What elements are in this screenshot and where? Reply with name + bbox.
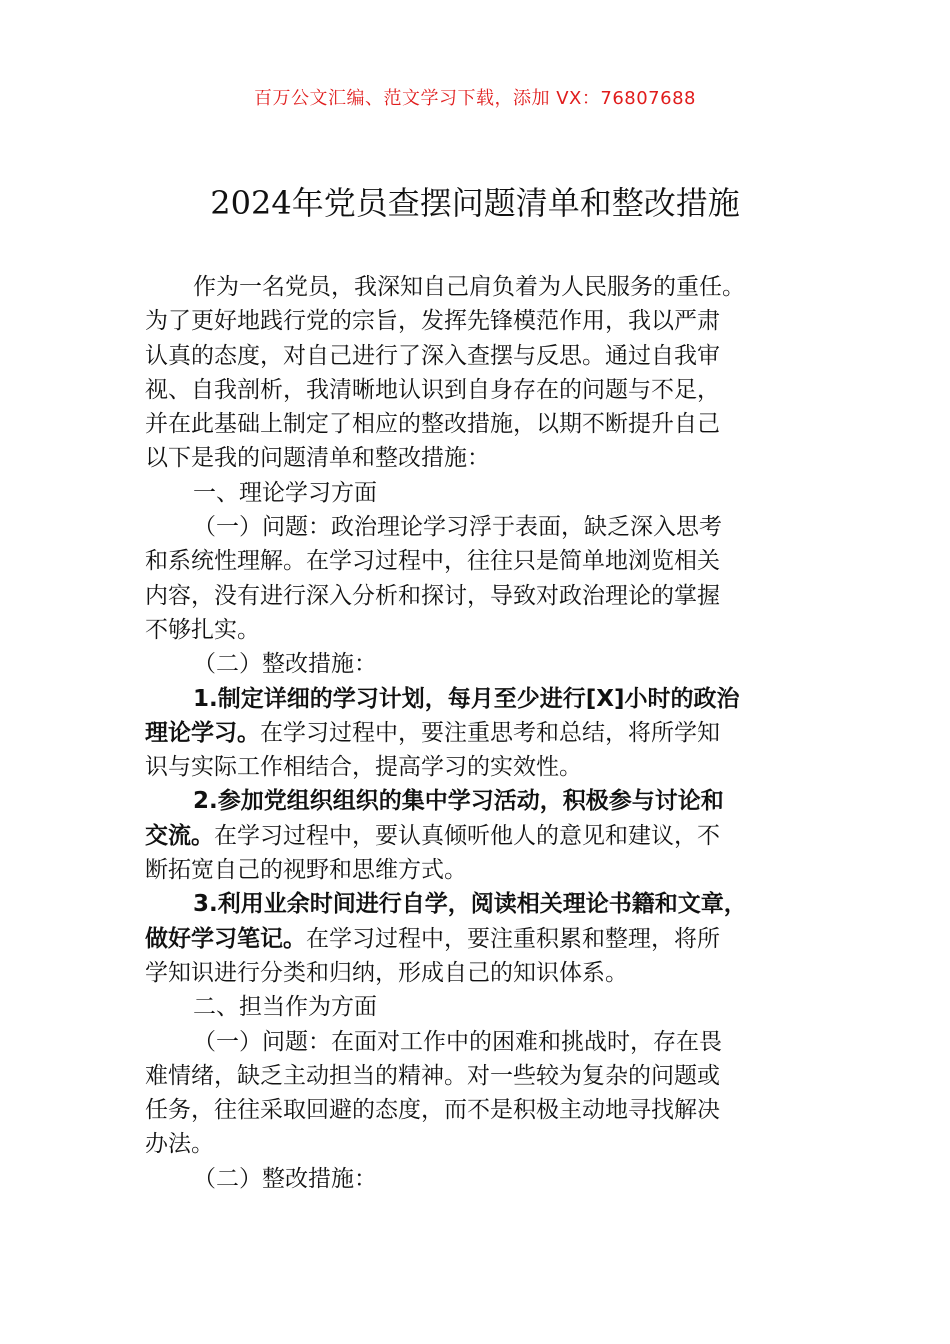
line-text: （二）整改措施：	[193, 651, 377, 678]
text-line	[145, 407, 825, 441]
text-line	[145, 1025, 825, 1059]
line-text: （二）整改措施：	[193, 1165, 377, 1192]
text-line	[145, 510, 825, 544]
document-title: 2024年党员查摆问题清单和整改措施	[210, 184, 740, 222]
text-line	[145, 922, 825, 956]
line-text: 二、担当作为方面	[193, 994, 377, 1021]
text-line	[145, 716, 825, 750]
line-text: 任务，往往采取回避的态度，而不是积极主动地寻找解决	[145, 1097, 720, 1124]
line-text: 视、自我剖析，我清晰地认识到自身存在的问题与不足，	[145, 376, 720, 403]
watermark-banner: 百万公文汇编、范文学习下载，添加 VX：76807688	[254, 88, 696, 109]
bold-text: 交流。	[145, 822, 214, 849]
bold-text: 1.制定详细的学习计划，每月至少进行[X]小时的政治	[193, 685, 740, 712]
text-line	[145, 373, 825, 407]
text-line	[145, 339, 825, 373]
line-text: 在学习过程中，要注重思考和总结，将所学知	[260, 719, 720, 746]
text-line	[145, 853, 825, 887]
line-text: 和系统性理解。在学习过程中，往往只是简单地浏览相关	[145, 548, 720, 575]
text-line	[145, 613, 825, 647]
text-line	[145, 441, 825, 475]
text-line	[145, 544, 825, 578]
line-text: 并在此基础上制定了相应的整改措施，以期不断提升自己	[145, 411, 720, 438]
line-text: （一）问题：政治理论学习浮于表面，缺乏深入思考	[193, 514, 722, 541]
text-line	[145, 784, 825, 818]
text-line	[145, 819, 825, 853]
text-line	[145, 1162, 825, 1196]
line-text: 在学习过程中，要认真倾听他人的意见和建议，不	[214, 822, 720, 849]
document-body	[145, 270, 825, 1196]
text-line	[145, 304, 825, 338]
bold-text: 2.参加党组织组织的集中学习活动，积极参与讨论和	[193, 788, 724, 815]
line-text: 为了更好地践行党的宗旨，发挥先锋模范作用，我以严肃	[145, 308, 720, 335]
line-text: 不够扎实。	[145, 616, 260, 643]
line-text: （一）问题：在面对工作中的困难和挑战时，存在畏	[193, 1028, 722, 1055]
line-text: 难情绪，缺乏主动担当的精神。对一些较为复杂的问题或	[145, 1062, 720, 1089]
line-text: 断拓宽自己的视野和思维方式。	[145, 857, 467, 884]
bold-text: 理论学习。	[145, 719, 260, 746]
line-text: 作为一名党员，我深知自己肩负着为人民服务的重任。	[193, 274, 745, 300]
line-text: 认真的态度，对自己进行了深入查摆与反思。通过自我审	[145, 342, 720, 369]
text-line	[145, 682, 825, 716]
line-text: 办法。	[145, 1131, 214, 1158]
text-line	[145, 750, 825, 784]
text-line	[145, 1127, 825, 1161]
text-line	[145, 647, 825, 681]
line-text: 在学习过程中，要注重积累和整理，将所	[306, 925, 720, 952]
text-line	[145, 579, 825, 613]
text-line	[145, 476, 825, 510]
text-line	[145, 956, 825, 990]
line-text: 识与实际工作相结合，提高学习的实效性。	[145, 754, 582, 781]
text-line	[145, 1059, 825, 1093]
text-line	[145, 887, 825, 921]
line-text: 学知识进行分类和归纳，形成自己的知识体系。	[145, 959, 628, 986]
bold-text: 3.利用业余时间进行自学，阅读相关理论书籍和文章，	[193, 891, 747, 918]
text-line	[145, 990, 825, 1024]
line-text: 一、理论学习方面	[193, 479, 377, 506]
line-text: 内容，没有进行深入分析和探讨，导致对政治理论的掌握	[145, 582, 720, 609]
text-line	[145, 270, 825, 304]
text-line	[145, 1093, 825, 1127]
bold-text: 做好学习笔记。	[145, 925, 306, 952]
line-text: 以下是我的问题清单和整改措施：	[145, 445, 490, 472]
